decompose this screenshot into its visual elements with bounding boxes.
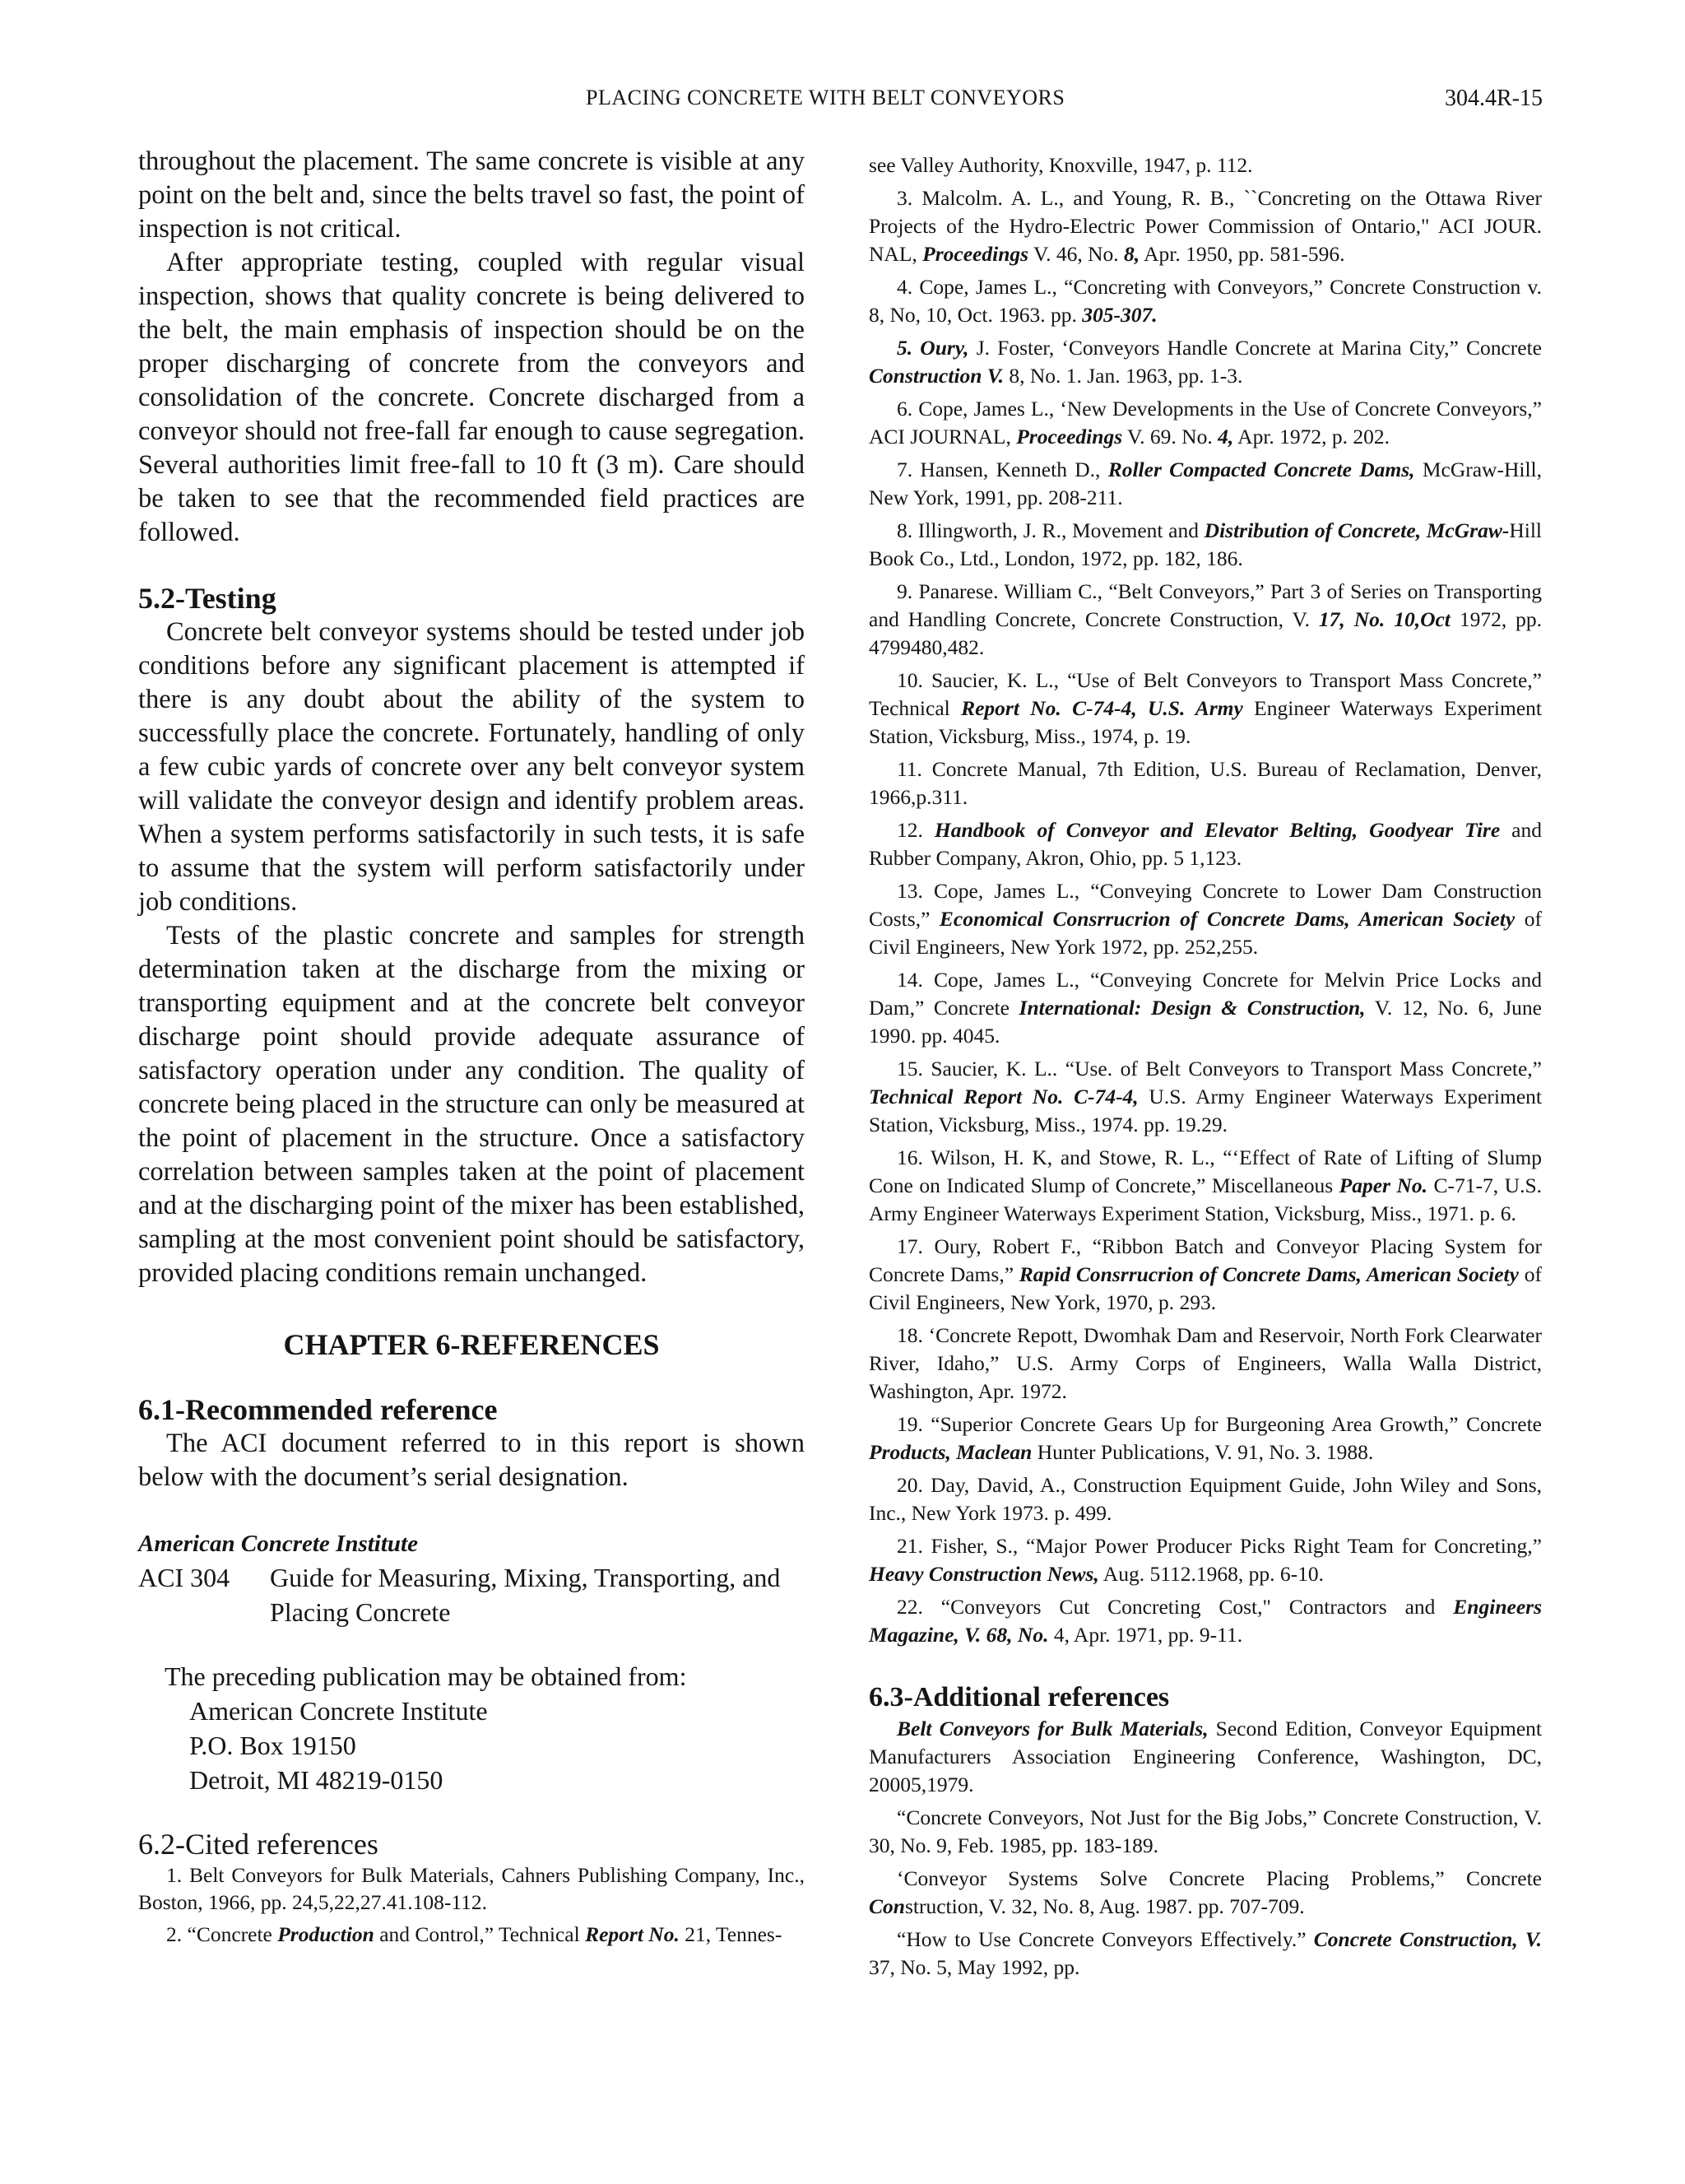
reference-item: 12. Handbook of Conveyor and Elevator Belting, Goodyear Tire and Rubber Company, Akron, Ohio, pp. 5 1,123. xyxy=(869,818,1542,870)
reference-item: “How to Use Concrete Conveyors Effectively.” Concrete Construction, V. 37, No. 5, May 1992, pp. xyxy=(869,1927,1542,1979)
paragraph: After appropriate testing, coupled with regular visual inspection, shows that quality concrete is being delivered to the belt, the main emphasis of inspection should be on the proper discharging of concrete from the conveyors and consolidation of the concrete. Concrete discharged from a conveyor should not free-fall far enough to cause segregation. Several authorities limit free-fall to 10 ft (3 m). Care should be taken to see that the recommended field practices are followed. xyxy=(138,248,805,547)
page-number: 304.4R-15 xyxy=(1445,86,1543,111)
paragraph: throughout the placement. The same concrete is visible at any point on the belt and, since the belts travel so fast, the point of inspection is not critical. xyxy=(138,146,805,244)
address-line: P.O. Box 19150 xyxy=(189,1731,356,1760)
left-column xyxy=(138,145,805,1953)
cited-references-start xyxy=(138,1861,805,1948)
reference-item: 17. Oury, Robert F., “Ribbon Batch and Conveyor Placing System for Concrete Dams,” Rapid Consrrucrion of Concrete Dams, American Society of Civil Engineers, New York, 1970, p. 293. xyxy=(869,1234,1542,1314)
reference-item: 20. Day, David, A., Construction Equipment Guide, John Wiley and Sons, Inc., New York 1973. p. 499. xyxy=(869,1473,1542,1525)
reference-item: 1. Belt Conveyors for Bulk Materials, Cahners Publishing Company, Inc., Boston, 1966, pp. 24,5,22,27.41.108-112. xyxy=(138,1863,805,1914)
reference-item: 8. Illingworth, J. R., Movement and Distribution of Concrete, McGraw-Hill Book Co., Ltd., London, 1972, pp. 182, 186. xyxy=(869,518,1543,570)
reference-item: 10. Saucier, K. L., “Use of Belt Conveyors to Transport Mass Concrete,” Technical Report No. C-74-4, U.S. Army Engineer Waterways Experiment Station, Vicksburg, Miss., 1974, p. 19. xyxy=(869,668,1542,748)
address-intro: The preceding publication may be obtained from: xyxy=(165,1661,687,1691)
reference-item: “Concrete Conveyors, Not Just for the Big Jobs,” Concrete Construction, V. 30, No. 9, Feb. 1985, pp. 183-189. xyxy=(869,1805,1542,1857)
reference-item: 6. Cope, James L., ‘New Developments in the Use of Concrete Conveyors,” ACI JOURNAL, Proceedings V. 69. No. 4, Apr. 1972, p. 202. xyxy=(869,397,1542,448)
address-line: American Concrete Institute xyxy=(189,1696,488,1726)
reference-item: 2. “Concrete Production and Control,” Technical Report No. 21, Tennes- xyxy=(166,1922,782,1946)
reference-item: 4. Cope, James L., “Concreting with Conveyors,” Concrete Construction v. 8, No, 10, Oct. 1963. pp. 305-307. xyxy=(869,275,1542,327)
reference-item: 22. “Conveyors Cut Concreting Cost," Contractors and Engineers Magazine, V. 68, No. 4, Apr. 1971, pp. 9-11. xyxy=(869,1595,1542,1647)
document-code: ACI 304 xyxy=(138,1563,230,1592)
reference-item: 18. ‘Concrete Repott, Dwomhak Dam and Reservoir, North Fork Clearwater River, Idaho,” U.S. Army Corps of Engineers, Walla Walla District, Washington, Apr. 1972. xyxy=(869,1323,1542,1403)
reference-item: 11. Concrete Manual, 7th Edition, U.S. Bureau of Reclamation, Denver, 1966,p.311. xyxy=(869,757,1542,809)
section-heading: 6.3-Additional references xyxy=(869,1682,1170,1712)
section-heading: 5.2-Testing xyxy=(138,582,276,615)
right-column xyxy=(869,151,1542,1987)
reference-item: 5. Oury, J. Foster, ‘Conveyors Handle Concrete at Marina City,” Concrete Construction V. 8, No. 1. Jan. 1963, pp. 1-3. xyxy=(869,336,1542,388)
section-heading: 6.2-Cited references xyxy=(138,1828,378,1861)
reference-item: Belt Conveyors for Bulk Materials, Second Edition, Conveyor Equipment Manufacturers Association Engineering Conference, Washington, DC, 20005,1979. xyxy=(869,1717,1542,1796)
reference-item: see Valley Authority, Knoxville, 1947, p. 112. xyxy=(869,153,1253,177)
reference-item: 19. “Superior Concrete Gears Up for Burgeoning Area Growth,” Concrete Products, Maclean Hunter Publications, V. 91, No. 3. 1988. xyxy=(869,1412,1542,1464)
recommended-reference-entry xyxy=(138,1560,805,1629)
paragraph: Tests of the plastic concrete and samples for strength determination taken at the discharge from the mixing or transporting equipment and at the concrete belt conveyor discharge point should provide adequate assurance of satisfactory operation under any condition. The quality of concrete being placed in the structure can only be measured at the point of placement in the structure. Once a satisfactory correlation between samples taken at the point of placement and at the discharging point of the mixer has been established, sampling at the most convenient point should be satisfactory, provided placing conditions remain unchanged. xyxy=(138,921,805,1288)
chapter-heading: CHAPTER 6-REFERENCES xyxy=(283,1328,660,1361)
reference-item: ‘Conveyor Systems Solve Concrete Placing Problems,” Concrete Construction, V. 32, No. 8, Aug. 1987. pp. 707-709. xyxy=(869,1866,1542,1918)
section-heading: 6.1-Recommended reference xyxy=(138,1393,498,1426)
reference-item: 15. Saucier, K. L.. “Use. of Belt Conveyors to Transport Mass Concrete,” Technical Report No. C-74-4, U.S. Army Engineer Waterways Experiment Station, Vicksburg, Miss., 1974. pp. 19.29. xyxy=(869,1057,1542,1136)
reference-item: 16. Wilson, H. K, and Stowe, R. L., “‘Effect of Rate of Lifting of Slump Cone on Indicated Slump of Concrete,” Miscellaneous Paper No. C-71-7, U.S. Army Engineer Waterways Experiment Station, Vicksburg, Miss., 1971. p. 6. xyxy=(869,1145,1542,1225)
reference-item: 21. Fisher, S., “Major Power Producer Picks Right Team for Concreting,” Heavy Construction News, Aug. 5112.1968, pp. 6-10. xyxy=(869,1534,1542,1586)
reference-item: 7. Hansen, Kenneth D., Roller Compacted Concrete Dams, McGraw-Hill, New York, 1991, pp. 208-211. xyxy=(869,458,1543,509)
paragraph: The ACI document referred to in this report is shown below with the document’s serial designation. xyxy=(138,1429,805,1492)
reference-item: 9. Panarese. William C., “Belt Conveyors,” Part 3 of Series on Transporting and Handling Concrete, Concrete Construction, V. 17, No. 10,Oct 1972, pp. 4799480,482. xyxy=(869,579,1542,659)
reference-item: 14. Cope, James L., “Conveying Concrete for Melvin Price Locks and Dam,” Concrete International: Design & Construction, V. 12, No. 6, June 1990. pp. 4045. xyxy=(869,968,1542,1048)
reference-item: 3. Malcolm. A. L., and Young, R. B., ``Concreting on the Ottawa River Projects of the Hydro-Electric Power Commission of Ontario," ACI JOUR. NAL, Proceedings V. 46, No. 8, Apr. 1950, pp. 581-596. xyxy=(869,186,1542,266)
running-head: PLACING CONCRETE WITH BELT CONVEYORS xyxy=(586,86,1065,109)
paragraph: Concrete belt conveyor systems should be tested under job conditions before any significant placement is attempted if there is any doubt about the ability of the system to successfully place the concrete. Fortunately, handling of only a few cubic yards of concrete over any belt conveyor system will validate the conveyor design and identify problem areas. When a system performs satisfactorily in such tests, it is safe to assume that the system will perform satisfactorily under job conditions. xyxy=(138,617,805,917)
organization-heading: American Concrete Institute xyxy=(138,1531,418,1557)
document-title: Guide for Measuring, Mixing, Transporting, and Placing Concrete xyxy=(270,1563,781,1627)
reference-item: 13. Cope, James L., “Conveying Concrete to Lower Dam Construction Costs,” Economical Consrrucrion of Concrete Dams, American Society of Civil Engineers, New York 1972, pp. 252,255. xyxy=(869,879,1542,959)
address-line: Detroit, MI 48219-0150 xyxy=(189,1765,443,1795)
